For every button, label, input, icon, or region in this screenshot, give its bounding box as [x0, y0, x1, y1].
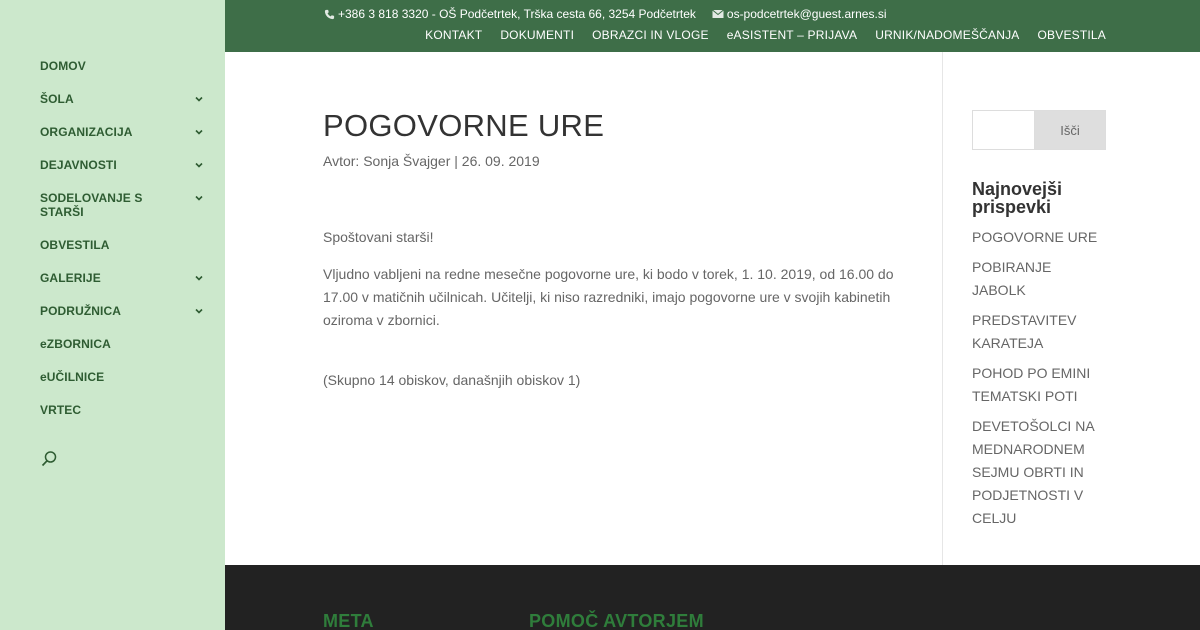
recent-post-link[interactable]: DEVETOŠOLCI NA MEDNARODNEM SEJMU OBRTI IN PODJETNOSTI V CELJU — [972, 418, 1094, 526]
recent-post-link[interactable]: POBIRANJE JABOLK — [972, 259, 1052, 298]
email-link[interactable]: os-podcetrtek@guest.arnes.si — [726, 7, 887, 21]
post-paragraph: Spoštovani starši! — [323, 229, 434, 245]
sidebar-item-label[interactable]: OBVESTILA — [40, 238, 110, 252]
sidebar-item-label[interactable]: ORGANIZACIJA — [40, 125, 133, 139]
sidebar-item-vrtec[interactable] — [0, 397, 225, 430]
recent-post-link[interactable]: POHOD PO EMINI TEMATSKI POTI — [972, 365, 1091, 404]
sidebar-item-organizacija[interactable] — [0, 119, 225, 152]
sidebar-item-label[interactable]: GALERIJE — [40, 271, 101, 285]
topnav-urnik-nadomescanja[interactable]: URNIK/NADOMEŠČANJA — [875, 28, 1020, 42]
sidebar-item-domov[interactable] — [0, 53, 225, 86]
recent-post-link[interactable]: POGOVORNE URE — [972, 229, 1098, 245]
sidebar-item-label[interactable]: DOMOV — [40, 59, 86, 73]
post-paragraph: Vljudno vabljeni na redne mesečne pogovorne ure, ki bodo v torek, 1. 10. 2019, od 16.00 do 17.00 v matičnih učilnicah. Učitelji, ki niso razredniki, imajo pogovorne ure v svojih kabinetih oziroma v zbornici. — [323, 266, 894, 328]
recent-posts-list — [972, 226, 1107, 537]
sidebar-item-label[interactable]: DEJAVNOSTI — [40, 158, 117, 172]
sidebar-item-label[interactable]: SODELOVANJE S STARŠI — [40, 191, 143, 219]
search-form — [972, 110, 1106, 150]
search-button[interactable]: Išči — [1034, 110, 1106, 150]
sidebar-divider — [942, 52, 943, 565]
phone-address-text[interactable]: +386 3 818 3320 - OŠ Podčetrtek, Trška cesta 66, 3254 Podčetrtek — [338, 7, 696, 21]
top-header — [225, 0, 1200, 52]
phone-icon — [323, 8, 335, 20]
post-meta: Avtor: Sonja Švajger | 26. 09. 2019 — [323, 153, 540, 169]
left-sidebar — [0, 0, 225, 630]
sidebar-item-obvestila[interactable] — [0, 232, 225, 265]
topnav-dokumenti[interactable]: DOKUMENTI — [500, 28, 575, 42]
recent-posts-title: Najnovejši prispevki — [972, 179, 1063, 217]
recent-post-link[interactable]: PREDSTAVITEV KARATEJA — [972, 312, 1077, 351]
sidebar-item-label[interactable]: ŠOLA — [40, 92, 74, 106]
sidebar-item-ezbornica[interactable] — [0, 331, 225, 364]
envelope-icon — [712, 8, 724, 20]
chevron-down-icon[interactable] — [195, 128, 203, 136]
chevron-down-icon[interactable] — [195, 95, 203, 103]
sidebar-item-podruznica[interactable] — [0, 298, 225, 331]
footer-heading-pomoc-avtorjem: POMOČ AVTORJEM — [529, 611, 704, 630]
sidebar-item-label[interactable]: eUČILNICE — [40, 370, 105, 384]
topnav-kontakt[interactable]: KONTAKT — [425, 28, 483, 42]
sidebar-item-label[interactable]: eZBORNICA — [40, 337, 111, 351]
topnav-obrazci-in-vloge[interactable]: OBRAZCI IN VLOGE — [592, 28, 709, 42]
sidebar-item-label[interactable]: PODRUŽNICA — [40, 304, 121, 318]
sidebar-item-galerije[interactable] — [0, 265, 225, 298]
sidebar-item-dejavnosti[interactable] — [0, 152, 225, 185]
topnav-easistent-prijava[interactable]: eASISTENT – PRIJAVA — [726, 28, 858, 42]
topnav-obvestila[interactable]: OBVESTILA — [1037, 28, 1106, 42]
post-title: POGOVORNE URE — [323, 108, 605, 143]
post-content — [323, 226, 903, 406]
chevron-down-icon[interactable] — [195, 194, 203, 202]
sidebar-item-sodelovanje-s-starsi[interactable] — [0, 185, 225, 232]
top-nav — [407, 28, 1106, 42]
search-icon[interactable] — [40, 450, 60, 470]
main-content — [225, 52, 943, 565]
chevron-down-icon[interactable] — [195, 307, 203, 315]
contact-info — [323, 7, 886, 21]
footer-heading-meta: META — [323, 611, 374, 630]
sidebar-item-eucilnice[interactable] — [0, 364, 225, 397]
sidebar-item-sola[interactable] — [0, 86, 225, 119]
chevron-down-icon[interactable] — [195, 274, 203, 282]
sidebar-item-label[interactable]: VRTEC — [40, 403, 82, 417]
visit-counter: (Skupno 14 obiskov, današnjih obiskov 1) — [323, 372, 581, 388]
chevron-down-icon[interactable] — [195, 161, 203, 169]
search-input[interactable] — [972, 110, 1034, 150]
footer — [225, 565, 1200, 630]
main-nav — [0, 0, 225, 430]
